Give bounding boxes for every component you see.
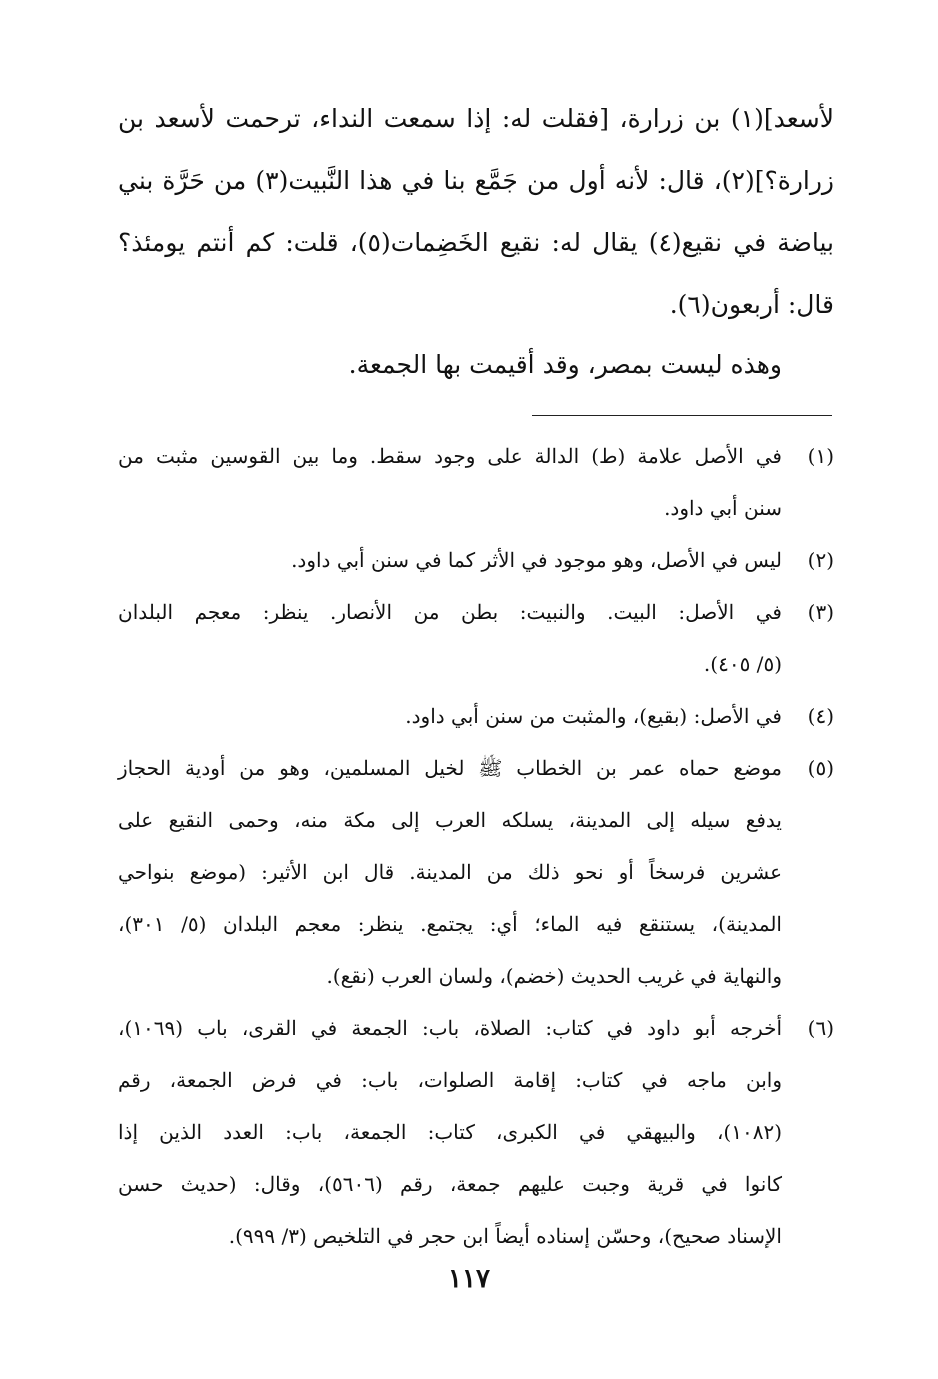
main-text-line: زرارة؟](٢)، قال: لأنه أول من جَمَّع بنا في هذا النَّبيت(٣) من حَرَّة بني	[118, 166, 835, 195]
footnote-text	[118, 586, 782, 690]
main-text-line: قال: أربعون(٦).	[669, 290, 834, 319]
footnote-number: (٣)	[807, 600, 834, 624]
footnote-4	[118, 690, 834, 742]
footnote-text	[118, 430, 782, 534]
footnote-line: يدفع سيله إلى المدينة، يسلكه العرب إلى مكة منه، وحمى النقيع على	[118, 808, 782, 832]
footnote-line: ليس في الأصل، وهو موجود في الأثر كما في سنن أبي داود.	[291, 548, 782, 572]
footnote-line: عشرين فرسخاً أو نحو ذلك من المدينة. قال ابن الأثير: (موضع بنواحي	[118, 860, 782, 884]
footnote-text	[118, 690, 782, 742]
footnote-line: كانوا في قرية وجبت عليهم جمعة، رقم (٥٦٠٦)، وقال: (حديث حسن	[118, 1172, 782, 1196]
footnote-line: الإسناد صحيح)، وحسّن إسناده أيضاً ابن حجر في التلخيص (٣/ ٩٩٩).	[228, 1224, 782, 1248]
footnote-line: والنهاية في غريب الحديث (خضم)، ولسان العرب (نقع).	[326, 964, 782, 988]
footnotes	[118, 430, 834, 1262]
main-paragraph-2: وهذه ليست بمصر، وقد أقيمت بها الجمعة.	[348, 350, 782, 379]
footnote-line: المدينة)، يستنقع فيه الماء؛ أي: يجتمع. ينظر: معجم البلدان (٥/ ٣٠١)،	[118, 912, 782, 936]
footnote-number: (٦)	[807, 1016, 834, 1040]
footnote-3	[118, 586, 834, 690]
footnote-2	[118, 534, 834, 586]
footnote-line: في الأصل علامة (ط) الدالة على وجود سقط. وما بين القوسين مثبت من	[118, 444, 782, 468]
footnote-separator	[532, 415, 832, 416]
footnote-line: سنن أبي داود.	[664, 496, 782, 520]
footnote-line: في الأصل: (بقيع)، والمثبت من سنن أبي داود.	[405, 704, 782, 728]
footnote-line: أخرجه أبو داود في كتاب: الصلاة، باب: الجمعة في القرى، باب (١٠٦٩)،	[118, 1016, 782, 1040]
footnote-6	[118, 1002, 834, 1262]
footnote-text	[118, 1002, 782, 1262]
footnote-line: في الأصل: البيت. والنبيت: بطن من الأنصار. ينظر: معجم البلدان	[118, 600, 782, 624]
footnote-1	[118, 430, 834, 534]
main-text-line: بياضة في نقيع(٤) يقال له: نقيع الخَضِمات(٥)، قلت: كم أنتم يومئذ؟	[118, 228, 834, 257]
footnote-number: (١)	[807, 444, 834, 468]
footnote-line: وابن ماجه في كتاب: إقامة الصلوات، باب: في فرض الجمعة، رقم	[118, 1068, 782, 1092]
page-number: ١١٧	[448, 1264, 490, 1294]
footnote-line: (١٠٨٢)، والبيهقي في الكبرى، كتاب: الجمعة، باب: العدد الذين إذا	[118, 1120, 782, 1144]
footnote-text	[118, 742, 782, 1002]
footnote-line: موضع حماه عمر بن الخطاب ﷺ لخيل المسلمين، وهو من أودية الحجاز	[118, 756, 782, 780]
footnote-number: (٥)	[807, 756, 834, 780]
footnote-number: (٤)	[807, 704, 834, 728]
footnote-5	[118, 742, 834, 1002]
footnote-number: (٢)	[807, 548, 834, 572]
footnote-line: (٥/ ٤٠٥).	[703, 652, 782, 676]
main-text-line: لأسعد](١) بن زرارة، [فقلت له: إذا سمعت النداء، ترحمت لأسعد بن	[118, 104, 834, 133]
main-paragraph	[118, 88, 834, 336]
footnote-text	[118, 534, 782, 586]
